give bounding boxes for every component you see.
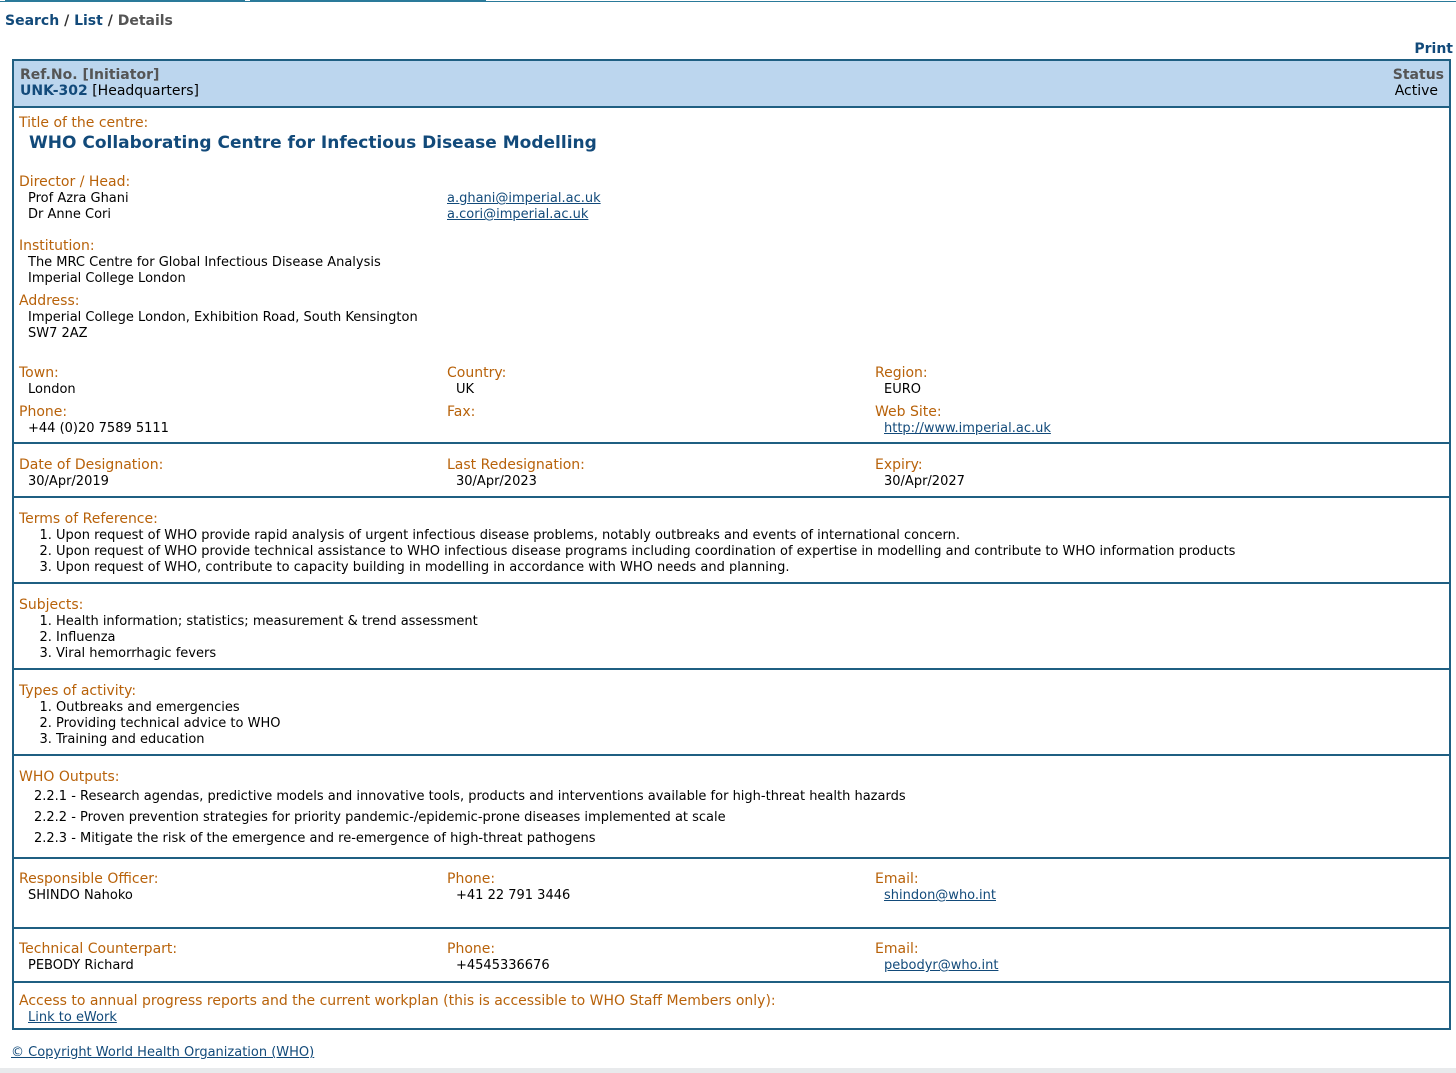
phone-label: Phone: [19,404,68,420]
ref-no-label: Ref.No. [Initiator] [20,67,160,83]
dates-section [14,444,1449,498]
officer-email-label: Email: [875,871,919,887]
record-header [14,61,1449,108]
activities-section [14,670,1449,756]
list-item: 2. Providing technical advice to WHO [56,716,280,732]
address-line: SW7 2AZ [28,326,88,341]
title-label: Title of the centre: [19,115,149,131]
ework-link[interactable]: Link to eWork [28,1010,117,1025]
expiry-value: 30/Apr/2027 [884,474,965,489]
counterpart-name: PEBODY Richard [28,958,134,973]
breadcrumb-search-link[interactable]: Search [5,13,60,29]
centre-record [12,59,1451,1030]
access-section [14,983,1449,1033]
officer-phone: +41 22 791 3446 [456,888,571,903]
phone-value: +44 (0)20 7589 5111 [28,421,169,436]
centre-title: WHO Collaborating Centre for Infectious Disease Modelling [29,133,597,153]
list-item: 1. Outbreaks and emergencies [56,700,280,716]
tab-indicator-1[interactable] [5,0,245,2]
breadcrumb-separator: / [107,13,113,29]
counterpart-phone: +4545336676 [456,958,550,973]
activities-label: Types of activity: [19,683,137,699]
breadcrumb [5,13,173,29]
officer-name: SHINDO Nahoko [28,888,133,903]
list-item: 3. Training and education [56,732,280,748]
institution-line: Imperial College London [28,271,186,286]
list-item: 1. Health information; statistics; measurement & trend assessment [56,614,478,630]
terms-label: Terms of Reference: [19,511,158,527]
output-item: 2.2.2 - Proven prevention strategies for priority pandemic-/epidemic-prone diseases implemented at scale [34,810,726,825]
director-name: Dr Anne Cori [28,207,111,222]
list-item: 2. Upon request of WHO provide technical assistance to WHO infectious disease programs including coordination of expertise in modelling and contribute to WHO information products [56,544,1235,560]
counterpart-phone-label: Phone: [447,941,496,957]
breadcrumb-separator: / [64,13,70,29]
print-link[interactable]: Print [1414,41,1453,57]
address-line: Imperial College London, Exhibition Road, South Kensington [28,310,418,325]
outputs-section [14,756,1449,859]
officer-section [14,859,1449,929]
counterpart-email-link[interactable]: pebodyr@who.int [884,958,999,973]
access-label: Access to annual progress reports and the current workplan (this is accessible to WHO Staff Members only): [19,993,776,1009]
list-item: 3. Viral hemorrhagic fevers [56,646,478,662]
town-value: London [28,382,76,397]
counterpart-section [14,929,1449,983]
institution-line: The MRC Centre for Global Infectious Disease Analysis [28,255,381,270]
officer-phone-label: Phone: [447,871,496,887]
initiator-value: [Headquarters] [92,83,199,99]
designation-label: Date of Designation: [19,457,164,473]
website-link[interactable]: http://www.imperial.ac.uk [884,421,1051,436]
ref-no-value: UNK-302 [20,83,88,99]
expiry-label: Expiry: [875,457,923,473]
tab-indicator-2[interactable] [250,0,486,2]
director-email-link[interactable]: a.cori@imperial.ac.uk [447,207,589,222]
terms-section [14,498,1449,584]
country-label: Country: [447,365,507,381]
top-tab-bar [0,0,1456,3]
counterpart-email-label: Email: [875,941,919,957]
breadcrumb-current: Details [117,13,173,29]
region-label: Region: [875,365,928,381]
status-value: Active [1394,83,1438,99]
bottom-strip [0,1068,1456,1073]
output-item: 2.2.3 - Mitigate the risk of the emergence and re-emergence of high-threat pathogens [34,831,596,846]
officer-email-link[interactable]: shindon@who.int [884,888,996,903]
redesignation-value: 30/Apr/2023 [456,474,537,489]
breadcrumb-list-link[interactable]: List [74,13,103,29]
copyright-link[interactable]: © Copyright World Health Organization (WHO) [11,1045,315,1060]
officer-label: Responsible Officer: [19,871,159,887]
designation-value: 30/Apr/2019 [28,474,109,489]
website-label: Web Site: [875,404,942,420]
subjects-label: Subjects: [19,597,84,613]
region-value: EURO [884,382,921,397]
centre-details-section [14,108,1449,444]
outputs-list [34,789,906,852]
director-label: Director / Head: [19,174,131,190]
subjects-list [14,614,478,662]
list-item: 2. Influenza [56,630,478,646]
redesignation-label: Last Redesignation: [447,457,585,473]
outputs-label: WHO Outputs: [19,769,120,785]
terms-list [14,528,1235,576]
town-label: Town: [19,365,59,381]
country-value: UK [456,382,475,397]
director-email-link[interactable]: a.ghani@imperial.ac.uk [447,191,601,206]
fax-label: Fax: [447,404,476,420]
output-item: 2.2.1 - Research agendas, predictive models and innovative tools, products and interventions available for high-threat health hazards [34,789,906,804]
address-label: Address: [19,293,80,309]
ref-line [20,83,199,99]
director-name: Prof Azra Ghani [28,191,129,206]
institution-label: Institution: [19,238,95,254]
subjects-section [14,584,1449,670]
list-item: 3. Upon request of WHO, contribute to capacity building in modelling in accordance with WHO needs and planning. [56,560,1235,576]
status-label: Status [1392,67,1444,83]
counterpart-label: Technical Counterpart: [19,941,178,957]
activities-list [14,700,280,748]
list-item: 1. Upon request of WHO provide rapid analysis of urgent infectious disease problems, notably outbreaks and events of international concern. [56,528,1235,544]
